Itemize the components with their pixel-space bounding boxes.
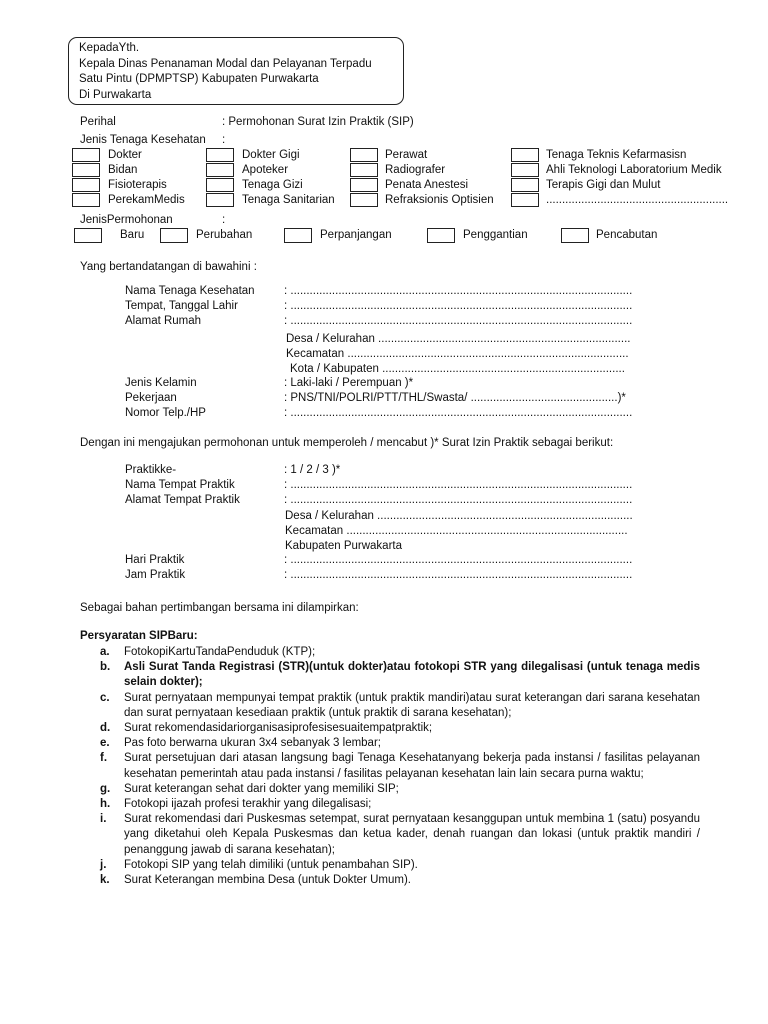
checkbox-dokter-gigi[interactable] (206, 148, 234, 162)
option-perekam-medis: PerekamMedis (108, 194, 185, 206)
field-value-pekerjaan[interactable]: : PNS/TNI/POLRI/PTT/THL/Swasta/ ..............................................)* (284, 392, 626, 404)
option-ahli-teknologi-lab: Ahli Teknologi Laboratorium Medik (546, 164, 722, 176)
field-label-alamat-tempat: Alamat Tempat Praktik (125, 494, 240, 506)
checkbox-terapis-gigi[interactable] (511, 178, 539, 192)
option-pencabutan: Pencabutan (596, 229, 658, 241)
checkbox-perawat[interactable] (350, 148, 378, 162)
field-label-nama: Nama Tenaga Kesehatan (125, 285, 255, 297)
checkbox-refraksionis-optisien[interactable] (350, 193, 378, 207)
option-fisioterapis: Fisioterapis (108, 179, 167, 191)
checkbox-penggantian[interactable] (427, 228, 455, 243)
jenis-permohonan-label: JenisPermohonan (80, 214, 173, 226)
field-desa-rumah[interactable]: Desa / Kelurahan ............................................................................... (286, 333, 631, 345)
attachments-intro: Sebagai bahan pertimbangan bersama ini dilampirkan: (80, 602, 359, 614)
field-kota-rumah[interactable]: Kota / Kabupaten ............................................................................ (290, 363, 625, 375)
requirement-item: c. Surat pernyataan mempunyai tempat praktik (untuk praktik mandiri)atau surat keterangan dari sarana kesehatan dan surat pernyataan kesediaan praktik (untuk praktik di sarana kesehatan); (100, 691, 700, 719)
field-kecamatan-rumah[interactable]: Kecamatan ........................................................................................ (286, 348, 629, 360)
requirement-item: g. Surat keterangan sehat dari dokter yang memiliki SIP; (100, 782, 399, 795)
perihal-value: : Permohonan Surat Izin Praktik (SIP) (222, 116, 414, 128)
requirement-item: d. Surat rekomendasidariorganisasiprofesisesuaitempatpraktik; (100, 722, 433, 735)
checkbox-tenaga-sanitarian[interactable] (206, 193, 234, 207)
option-refraksionis-optisien: Refraksionis Optisien (385, 194, 494, 206)
field-value-jam[interactable]: : ........................................................................................................... (284, 569, 633, 581)
checkbox-tenaga-gizi[interactable] (206, 178, 234, 192)
address-line-1: KepadaYth. (79, 42, 140, 54)
option-apoteker: Apoteker (242, 164, 289, 176)
option-dokter-gigi: Dokter Gigi (242, 149, 300, 161)
option-perubahan: Perubahan (196, 229, 253, 241)
field-value-alamat[interactable]: : ........................................................................................................... (284, 315, 633, 327)
option-terapis-gigi: Terapis Gigi dan Mulut (546, 179, 661, 191)
option-baru: Baru (120, 229, 145, 241)
option-tenaga-sanitarian: Tenaga Sanitarian (242, 194, 335, 206)
field-label-pekerjaan: Pekerjaan (125, 392, 177, 404)
field-value-ttl[interactable]: : ........................................................................................................... (284, 300, 633, 312)
requirements-list (80, 645, 700, 888)
option-radiografer: Radiografer (385, 164, 446, 176)
field-desa-praktik[interactable]: Desa / Kelurahan ................................................................................ (285, 510, 633, 522)
checkbox-baru[interactable] (74, 228, 102, 243)
option-penata-anestesi: Penata Anestesi (385, 179, 469, 191)
requirement-item: b. Asli Surat Tanda Registrasi (STR)(untuk dokter)atau fotokopi STR yang dilegalisasi (untuk tenaga medis selain dokter); (100, 661, 700, 689)
address-line-4: Di Purwakarta (79, 88, 152, 101)
recipient-address-box (68, 37, 404, 105)
field-value-alamat-tempat[interactable]: : ........................................................................................................... (284, 494, 633, 506)
checkbox-perekam-medis[interactable] (72, 193, 100, 207)
field-kecamatan-praktik[interactable]: Kecamatan ........................................................................................ (285, 525, 628, 537)
address-line-3: Satu Pintu (DPMPTSP) Kabupaten Purwakarta (79, 73, 319, 85)
signer-intro: Yang bertandatangan di bawahini : (80, 261, 257, 273)
checkbox-apoteker[interactable] (206, 163, 234, 177)
checkbox-ahli-teknologi-lab[interactable] (511, 163, 539, 177)
option-penggantian: Penggantian (463, 229, 528, 241)
field-value-hari[interactable]: : ........................................................................................................... (284, 554, 633, 566)
requirement-item: h. Fotokopi ijazah profesi terakhir yang dilegalisasi; (100, 798, 372, 811)
requirement-item: a. FotokopiKartuTandaPenduduk (KTP); (100, 646, 316, 658)
option-tenaga-gizi: Tenaga Gizi (242, 179, 303, 191)
field-value-jenis-kelamin[interactable]: : Laki-laki / Perempuan )* (284, 377, 414, 389)
checkbox-fisioterapis[interactable] (72, 178, 100, 192)
jenis-permohonan-colon: : (222, 214, 226, 226)
field-value-telp[interactable]: : ........................................................................................................... (284, 407, 633, 419)
checkbox-radiografer[interactable] (350, 163, 378, 177)
field-label-ttl: Tempat, Tanggal Lahir (125, 300, 238, 312)
requirement-item: i. Surat rekomendasi dari Puskesmas setempat, surat pernyataan kesanggupan untuk membina 1 (satu) posyandu yang diketahui oleh Kepala Puskesmas dan ketua kader, denah ruangan dan lokasi (untuk praktik mandiri / penanggung jawab di sarana kesehatan); (100, 813, 700, 856)
address-line-2: Kepala Dinas Penanaman Modal dan Pelayanan Terpadu (79, 57, 372, 70)
checkbox-pencabutan[interactable] (561, 228, 589, 243)
checkbox-tenaga-teknis-kefarmasian[interactable] (511, 148, 539, 162)
option-perpanjangan: Perpanjangan (320, 229, 392, 241)
jenis-tenaga-label: Jenis Tenaga Kesehatan (80, 134, 206, 146)
field-label-alamat: Alamat Rumah (125, 315, 202, 327)
option-bidan: Bidan (108, 164, 138, 176)
checkbox-penata-anestesi[interactable] (350, 178, 378, 192)
requirement-item: k. Surat Keterangan membina Desa (untuk Dokter Umum). (100, 874, 411, 887)
field-label-telp: Nomor Telp./HP (125, 407, 206, 419)
field-label-praktik-ke: Praktikke- (125, 464, 177, 476)
field-value-praktik-ke[interactable]: : 1 / 2 / 3 )* (284, 464, 341, 476)
checkbox-perubahan[interactable] (160, 228, 188, 243)
field-value-nama[interactable]: : ........................................................................................................... (284, 285, 633, 297)
option-lainnya-dots: ......................................................... (546, 194, 729, 206)
checkbox-perpanjangan[interactable] (284, 228, 312, 243)
field-label-jam: Jam Praktik (125, 569, 186, 581)
option-tenaga-teknis-kefarmasian: Tenaga Teknis Kefarmasisn (546, 149, 687, 161)
requirements-title: Persyaratan SIPBaru: (80, 630, 198, 642)
requirement-item: j. Fotokopi SIP yang telah dimiliki (untuk penambahan SIP). (100, 858, 418, 871)
field-label-hari: Hari Praktik (125, 554, 185, 566)
option-perawat: Perawat (385, 149, 428, 161)
jenis-tenaga-colon: : (222, 134, 226, 146)
field-label-nama-tempat: Nama Tempat Praktik (125, 479, 235, 491)
perihal-label: Perihal (80, 116, 116, 128)
option-dokter: Dokter (108, 149, 142, 161)
requirement-item: e. Pas foto berwarna ukuran 3x4 sebanyak 3 lembar; (100, 737, 381, 750)
checkbox-bidan[interactable] (72, 163, 100, 177)
checkbox-dokter[interactable] (72, 148, 100, 162)
field-value-nama-tempat[interactable]: : ........................................................................................................... (284, 479, 633, 491)
field-kabupaten-praktik: Kabupaten Purwakarta (285, 540, 402, 552)
request-intro: Dengan ini mengajukan permohonan untuk memperoleh / mencabut )* Surat Izin Praktik sebagai berikut: (80, 437, 614, 449)
field-label-jenis-kelamin: Jenis Kelamin (125, 377, 197, 389)
checkbox-lainnya[interactable] (511, 193, 539, 207)
requirement-item: f. Surat persetujuan dari atasan langsung bagi Tenaga Kesehatanyang bekerja pada instansi / fasilitas pelayanan kesehatan pemerintah atau pada instansi / fasilitas pelayanan kesehatan lain lain secara purna waktu; (100, 752, 700, 780)
